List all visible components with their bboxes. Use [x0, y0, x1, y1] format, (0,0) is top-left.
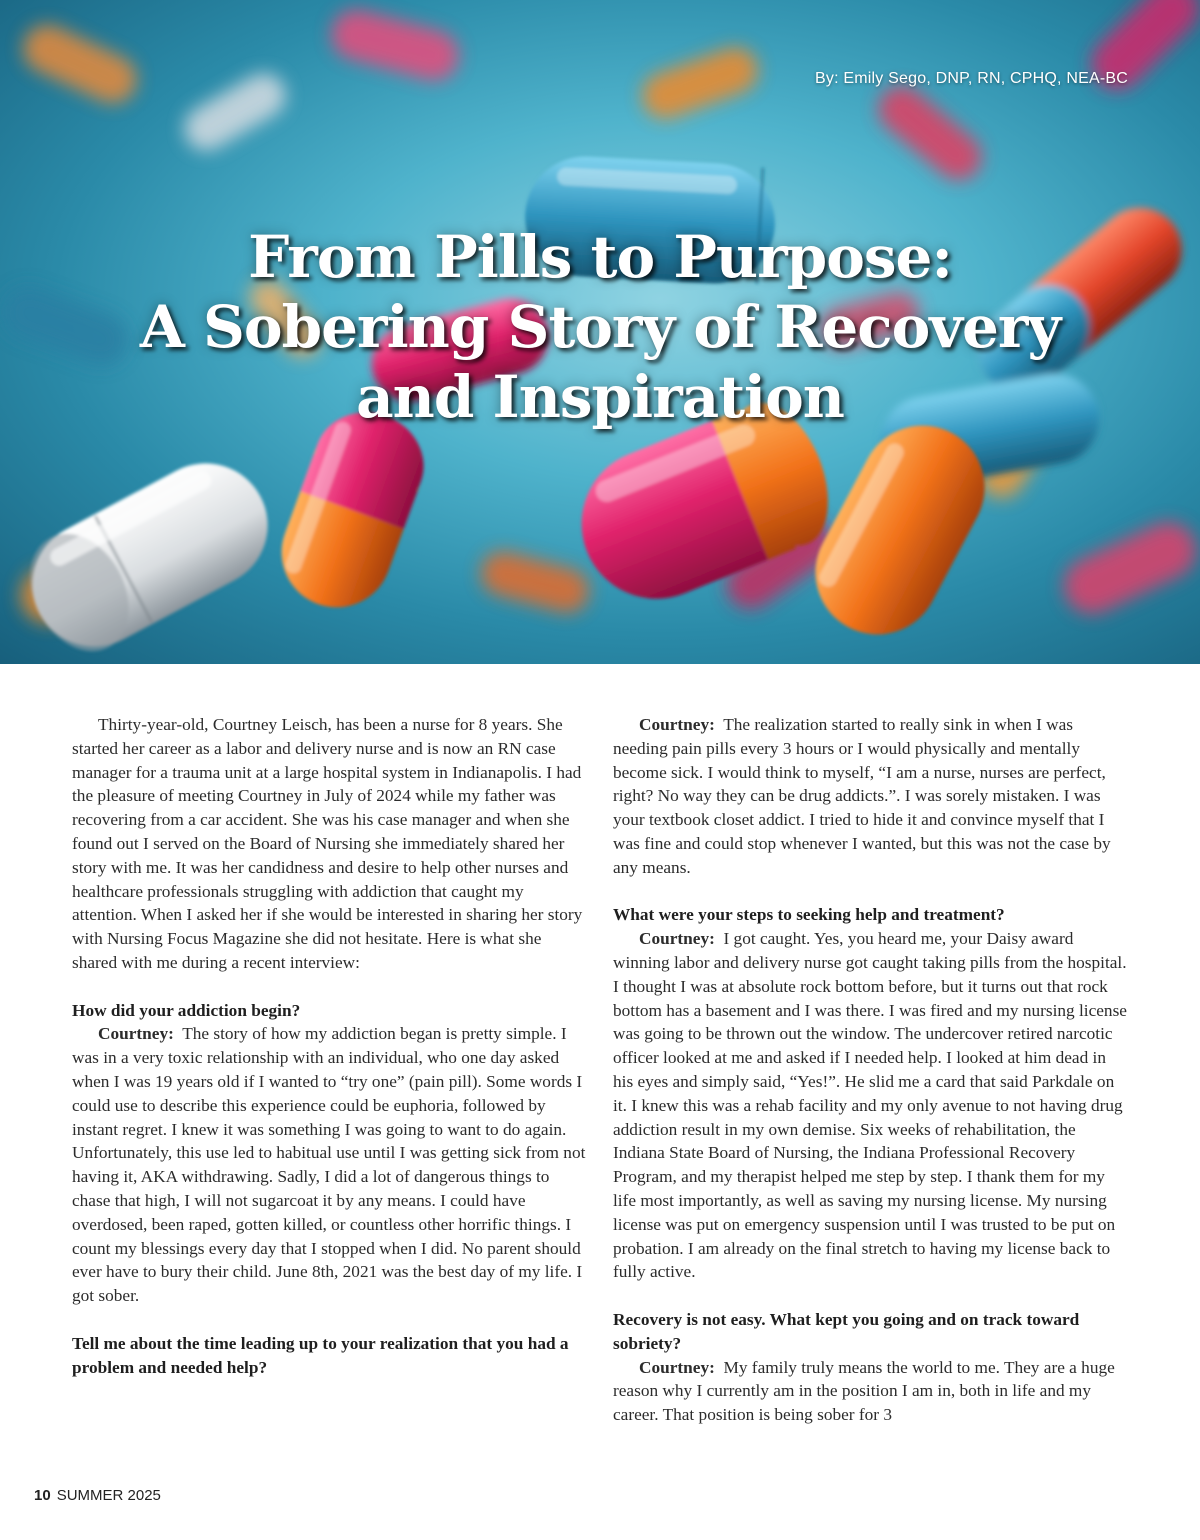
question-heading: Tell me about the time leading up to your realization that you had a problem and needed help? — [72, 1333, 569, 1377]
page-footer — [34, 1487, 161, 1504]
page-number: 10 — [34, 1487, 51, 1504]
title-line: From Pills to Purpose: — [248, 223, 952, 291]
article-title — [0, 222, 1200, 432]
title-line: and Inspiration — [356, 363, 844, 431]
answer-text: My family truly means the world to me. They are a huge reason why I currently am in the position I am in, both in life and my career. That position is being sober for 3 — [613, 1357, 1115, 1425]
speaker-label: Courtney: — [98, 1024, 174, 1044]
speaker-label: Courtney: — [639, 929, 715, 949]
answer-text: The realization started to really sink in when I was needing pain pills every 3 hours or I would physically and mentally become sick. I would think to myself, “I am a nurse, nurses are perfect, right? No way they can be drug addicts.”. I was sorely mistaken. I was your textbook closet addict. I tried to hide it and convince myself that I was fine and could stop whenever I wanted, but this was not the case by any means. — [613, 715, 1111, 877]
article-column-left — [72, 713, 588, 1379]
answer-text: The story of how my addiction began is pretty simple. I was in a very toxic relationship with an individual, who one day asked when I was 19 years old if I wanted to “try one” (pain pill). Some words I could use to describe this experience could be euphoria, followed by instant regret. I knew it was something I was going to want to do again. Unfortunately, this use led to habitual use until I was getting sick from not having it, AKA withdrawing. Sadly, I did a lot of dangerous things to chase that high, I will not sugarcoat it by any means. I could have overdosed, been raped, gotten killed, or countless other horrific things. I count my blessings every day that I stopped when I did. No parent should ever have to bury their child. June 8th, 2021 was the best day of my life. I got sober. — [72, 1024, 586, 1306]
speaker-label: Courtney: — [639, 1357, 715, 1377]
issue-label: SUMMER 2025 — [56, 1487, 161, 1504]
title-line: A Sobering Story of Recovery — [139, 293, 1061, 361]
intro-paragraph: Thirty-year-old, Courtney Leisch, has been a nurse for 8 years. She started her career as a labor and delivery nurse and is now an RN case manager for a trauma unit at a large hospital system in Indianapolis. I had the pleasure of meeting Courtney in July of 2024 while my father was recovering from a car accident. She was his case manager and when she found out I served on the Board of Nursing she immediately shared her story with me. It was her candidness and desire to help other nurses and healthcare professionals struggling with addiction that caught my attention. When I asked her if she would be interested in sharing her story with Nursing Focus Magazine she did not hesitate. Here is what she shared with me during a recent interview: — [72, 715, 583, 972]
question-heading: How did your addiction begin? — [72, 1000, 301, 1020]
answer-paragraph — [72, 1022, 588, 1308]
answer-paragraph — [613, 1356, 1129, 1427]
byline: By: Emily Sego, DNP, RN, CPHQ, NEA-BC — [815, 70, 1128, 87]
article-column-right — [613, 713, 1129, 1427]
answer-paragraph — [613, 713, 1129, 880]
answer-text: I got caught. Yes, you heard me, your Daisy award winning labor and delivery nurse got caught taking pills from the hospital. I thought I was at absolute rock bottom before, but it turns out that rock bottom has a basement and I was there. I was fired and my nursing license was going to be thrown out the window. The undercover retired narcotic officer looked at me and asked if I needed help. I looked at him dead in his eyes and simply said, “Yes!”. He slid me a card that said Parkdale on it. I knew this was a rehab facility and my only avenue to not having drug addiction result in my own demise. Six weeks of rehabilitation, the Indiana State Board of Nursing, the Indiana Professional Recovery Program, and my therapist helped me step by step. I thank them for my life most importantly, as well as saving my nursing license. My nursing license was put on emergency suspension until I was trusted to be put on probation. I am already on the final stretch to having my license back to fully active. — [613, 929, 1127, 1282]
question-heading: Recovery is not easy. What kept you going and on track toward sobriety? — [613, 1309, 1080, 1353]
question-heading: What were your steps to seeking help and treatment? — [613, 905, 1005, 925]
hero-image — [0, 0, 1200, 664]
speaker-label: Courtney: — [639, 715, 715, 734]
answer-paragraph — [613, 927, 1129, 1284]
